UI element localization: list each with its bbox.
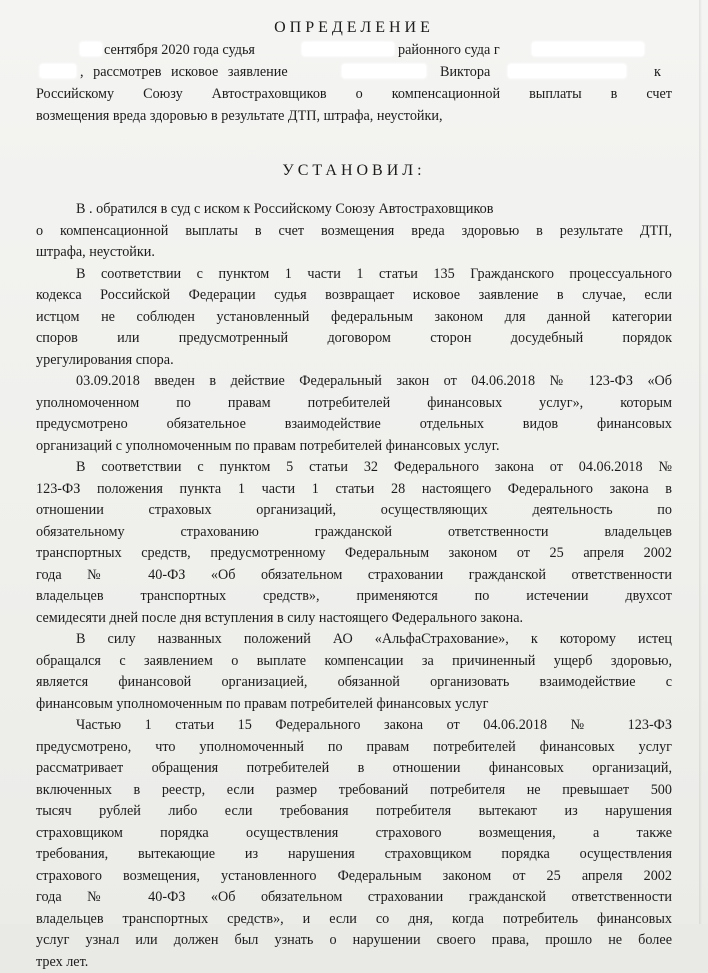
body-line: владельцев транспортных средств», применяются по истечении двухсот — [36, 588, 672, 604]
intro-court-text: районного суда г — [398, 42, 500, 58]
body-line: обязательному страхованию гражданской ответственности владельцев — [36, 523, 672, 540]
intro-line-4: возмещения вреда здоровью в результате ДТП, штрафа, неустойки, — [36, 108, 443, 124]
body-line: услуг узнал или должен был узнать о нарушении своего права, прошло не более — [36, 932, 672, 948]
body-line: В силу названных положений АО «АльфаСтрахование», к которому истец — [76, 631, 672, 647]
body-line: страховщиком порядка осуществления страхового возмещения, а также — [36, 824, 672, 841]
redaction-mark — [342, 64, 426, 78]
body-line: споров или предусмотренный договором сторон досудебный порядок — [36, 330, 672, 346]
body-line: трех лет. — [36, 953, 89, 970]
intro-line-3: Российскому Союзу Автостраховщиков о компенсационной выплаты в счет — [36, 86, 672, 102]
body-line: о компенсационной выплаты в счет возмещения вреда здоровью в результате ДТП, — [36, 222, 672, 239]
body-line: уполномоченном по правам потребителей финансовых услуг», которым — [36, 394, 672, 411]
intro-review-text: , рассмотрев исковое заявление — [80, 64, 288, 80]
body-line: штрафа, неустойки. — [36, 244, 155, 260]
body-line: требования, вытекающие из нарушения страховщиком порядка осуществления — [36, 846, 672, 862]
intro-k-text: к — [654, 64, 661, 80]
body-line: страхового возмещения, установленного Федеральным законом от 25 апреля 2002 — [36, 867, 672, 884]
body-line: кодекса Российской Федерации судья возвращает исковое заявление в случае, если — [36, 287, 672, 303]
body-line: Частью 1 статьи 15 Федерального закона от 04.06.2018 № 123-ФЗ — [76, 717, 672, 733]
redaction-mark — [80, 42, 102, 56]
body-line: предусмотрено, что уполномоченный по правам потребителей финансовых услуг — [36, 738, 672, 755]
body-line: истцом не соблюден установленный федеральным законом для данной категории — [36, 308, 672, 325]
body-line: семидесяти дней после дня вступления в силу настоящего Федерального закона. — [36, 609, 524, 626]
body-line: предусмотрено обязательное взаимодействие отдельных видов финансовых — [36, 416, 672, 432]
body-line: тысяч рублей либо если требования потребителя вытекают из нарушения — [36, 803, 672, 819]
body-line: рассматривает обращения потребителей в отношении финансовых организаций, — [36, 760, 672, 776]
body-line: года № 40-ФЗ «Об обязательном страховании гражданской ответственности — [36, 889, 672, 905]
section-heading: УСТАНОВИЛ: — [282, 162, 426, 179]
body-line: 03.09.2018 введен в действие Федеральный закон от 04.06.2018 № 123-ФЗ «Об — [76, 373, 672, 389]
body-line: В соответствии с пунктом 1 части 1 статьи 135 Гражданского процессуального — [76, 265, 672, 282]
body-line: года № 40-ФЗ «Об обязательном страховании гражданской ответственности — [36, 566, 672, 583]
body-line: является финансовой организацией, обязанной организовать взаимодействие с — [36, 674, 672, 690]
body-line: включенных в реестр, если размер требований потребителя не превышает 500 — [36, 781, 672, 798]
body-line: финансовым уполномоченным по правам потребителей финансовых услуг — [36, 695, 489, 712]
redaction-mark — [302, 42, 394, 56]
intro-plaintiff-name: Виктора — [440, 64, 491, 80]
page-fold-shadow — [699, 0, 702, 924]
body-line: владельцев транспортных средств», и если со дня, когда потребитель финансовых — [36, 910, 672, 927]
body-line: организаций с уполномоченным по правам потребителей финансовых услуг. — [36, 437, 500, 454]
body-line: 123-ФЗ положения пункта 1 части 1 статьи 28 настоящего Федерального закона в — [36, 480, 672, 497]
body-line: В . обратился в суд с иском к Российскому Союзу Автостраховщиков — [76, 201, 494, 217]
document-title: ОПРЕДЕЛЕНИЕ — [274, 19, 434, 36]
body-line: урегулирования спора. — [36, 351, 174, 368]
body-line: отношении страховых организаций, осуществляющих деятельность по — [36, 502, 672, 518]
body-line: В соответствии с пунктом 5 статьи 32 Федерального закона от 04.06.2018 № — [76, 459, 672, 475]
body-line: транспортных средств, предусмотренному Федеральным законом от 25 апреля 2002 — [36, 545, 672, 561]
redaction-mark — [40, 64, 76, 78]
body-line: обращался с заявлением о выплате компенсации за причиненный ущерб здоровью, — [36, 652, 672, 669]
intro-date-text: сентября 2020 года судья — [104, 42, 255, 58]
redaction-mark — [532, 42, 644, 56]
redaction-mark — [508, 64, 626, 78]
